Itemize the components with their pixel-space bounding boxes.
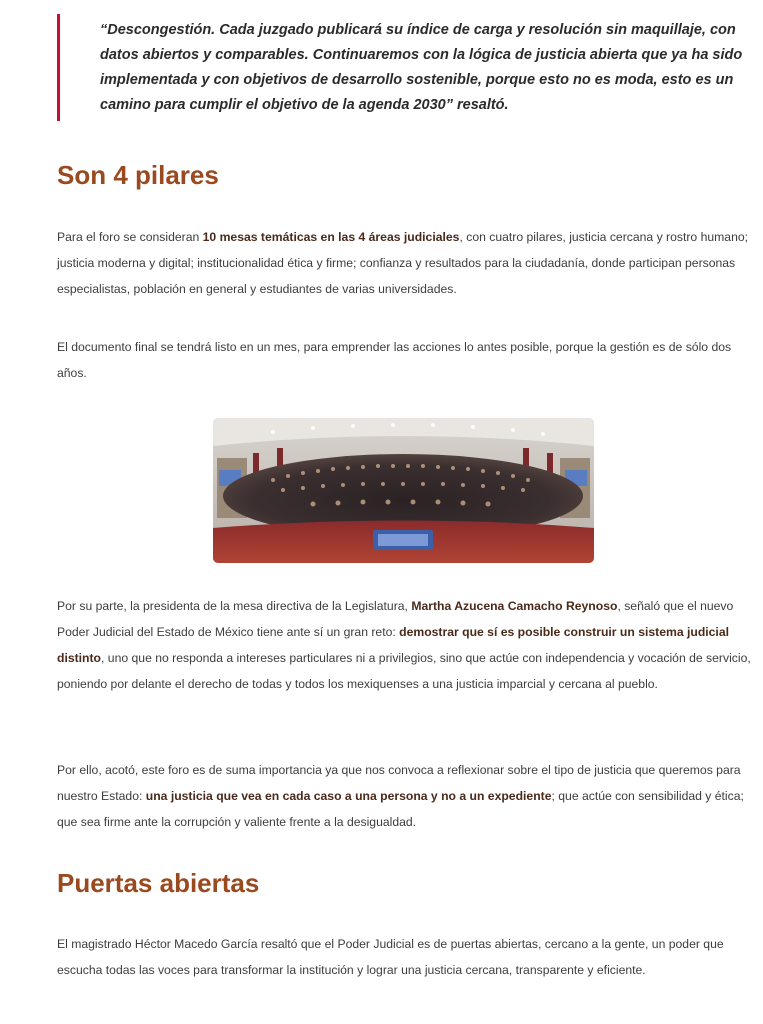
emphasis-text: demostrar que sí es posible construir un sistema judicial distinto [57,625,729,665]
paragraph-documento: El documento final se tendrá listo en un mes, para emprender las acciones lo antes posible, porque la gestión es de sólo dos años. [57,340,732,380]
paragraph-text: Para el foro se consideran [57,230,203,244]
emphasis-text: Martha Azucena Camacho Reynoso [411,599,618,613]
paragraph-foro [57,757,752,835]
paragraph-text: , uno que no responda a intereses particulares ni a privilegios, sino que actúe con independencia y vocación de servicio, poniendo por delante el derecho de todas y todos los mexiquenses a una justicia imparcial y cercana al pueblo. [57,651,751,691]
paragraph-magistrado: El magistrado Héctor Macedo García resaltó que el Poder Judicial es de puertas abiertas, cercano a la gente, un poder que escucha todas las voces para transformar la institución y lograr una justicia cercana, transparente y eficiente. [57,937,724,977]
paragraph-mesas [57,224,752,302]
event-group-photo [213,418,594,563]
paragraph-text: ; que actúe con sensibilidad y ética; que sea firme ante la corrupción y valiente frente a la desigualdad. [57,789,744,829]
paragraph-text: , con cuatro pilares, justicia cercana y rostro humano; justicia moderna y digital; institucionalidad ética y firme; confianza y resultados para la ciudadanía, donde participan personas especialistas, población en general y estudiantes de varias universidades. [57,230,749,296]
paragraph-presidenta [57,593,752,697]
paragraph-text: , señaló que el nuevo Poder Judicial del Estado de México tiene ante sí un gran reto: [57,599,734,639]
emphasis-text: una justicia que vea en cada caso a una persona y no a un expediente [145,789,552,803]
section-heading-pilares: Son 4 pilares [57,160,219,190]
section-heading-puertas: Puertas abiertas [57,868,260,898]
paragraph-text: Por su parte, la presidenta de la mesa directiva de la Legislatura, [57,599,412,613]
emphasis-text: 10 mesas temáticas en las 4 áreas judiciales [202,230,460,244]
quote-text: “Descongestión. Cada juzgado publicará su índice de carga y resolución sin maquillaje, con datos abiertos y comparables. Continuaremos con la lógica de justicia abierta que ya ha sido implementada y con objetivos de desarrollo sostenible, porque esto no es moda, esto es un camino para cumplir el objetivo de la agenda 2030” resaltó. [100,22,743,113]
paragraph-text: Por ello, acotó, este foro es de suma importancia ya que nos convoca a reflexionar sobre el tipo de justicia que queremos para nuestro Estado: [57,763,741,803]
pull-quote [57,14,747,121]
